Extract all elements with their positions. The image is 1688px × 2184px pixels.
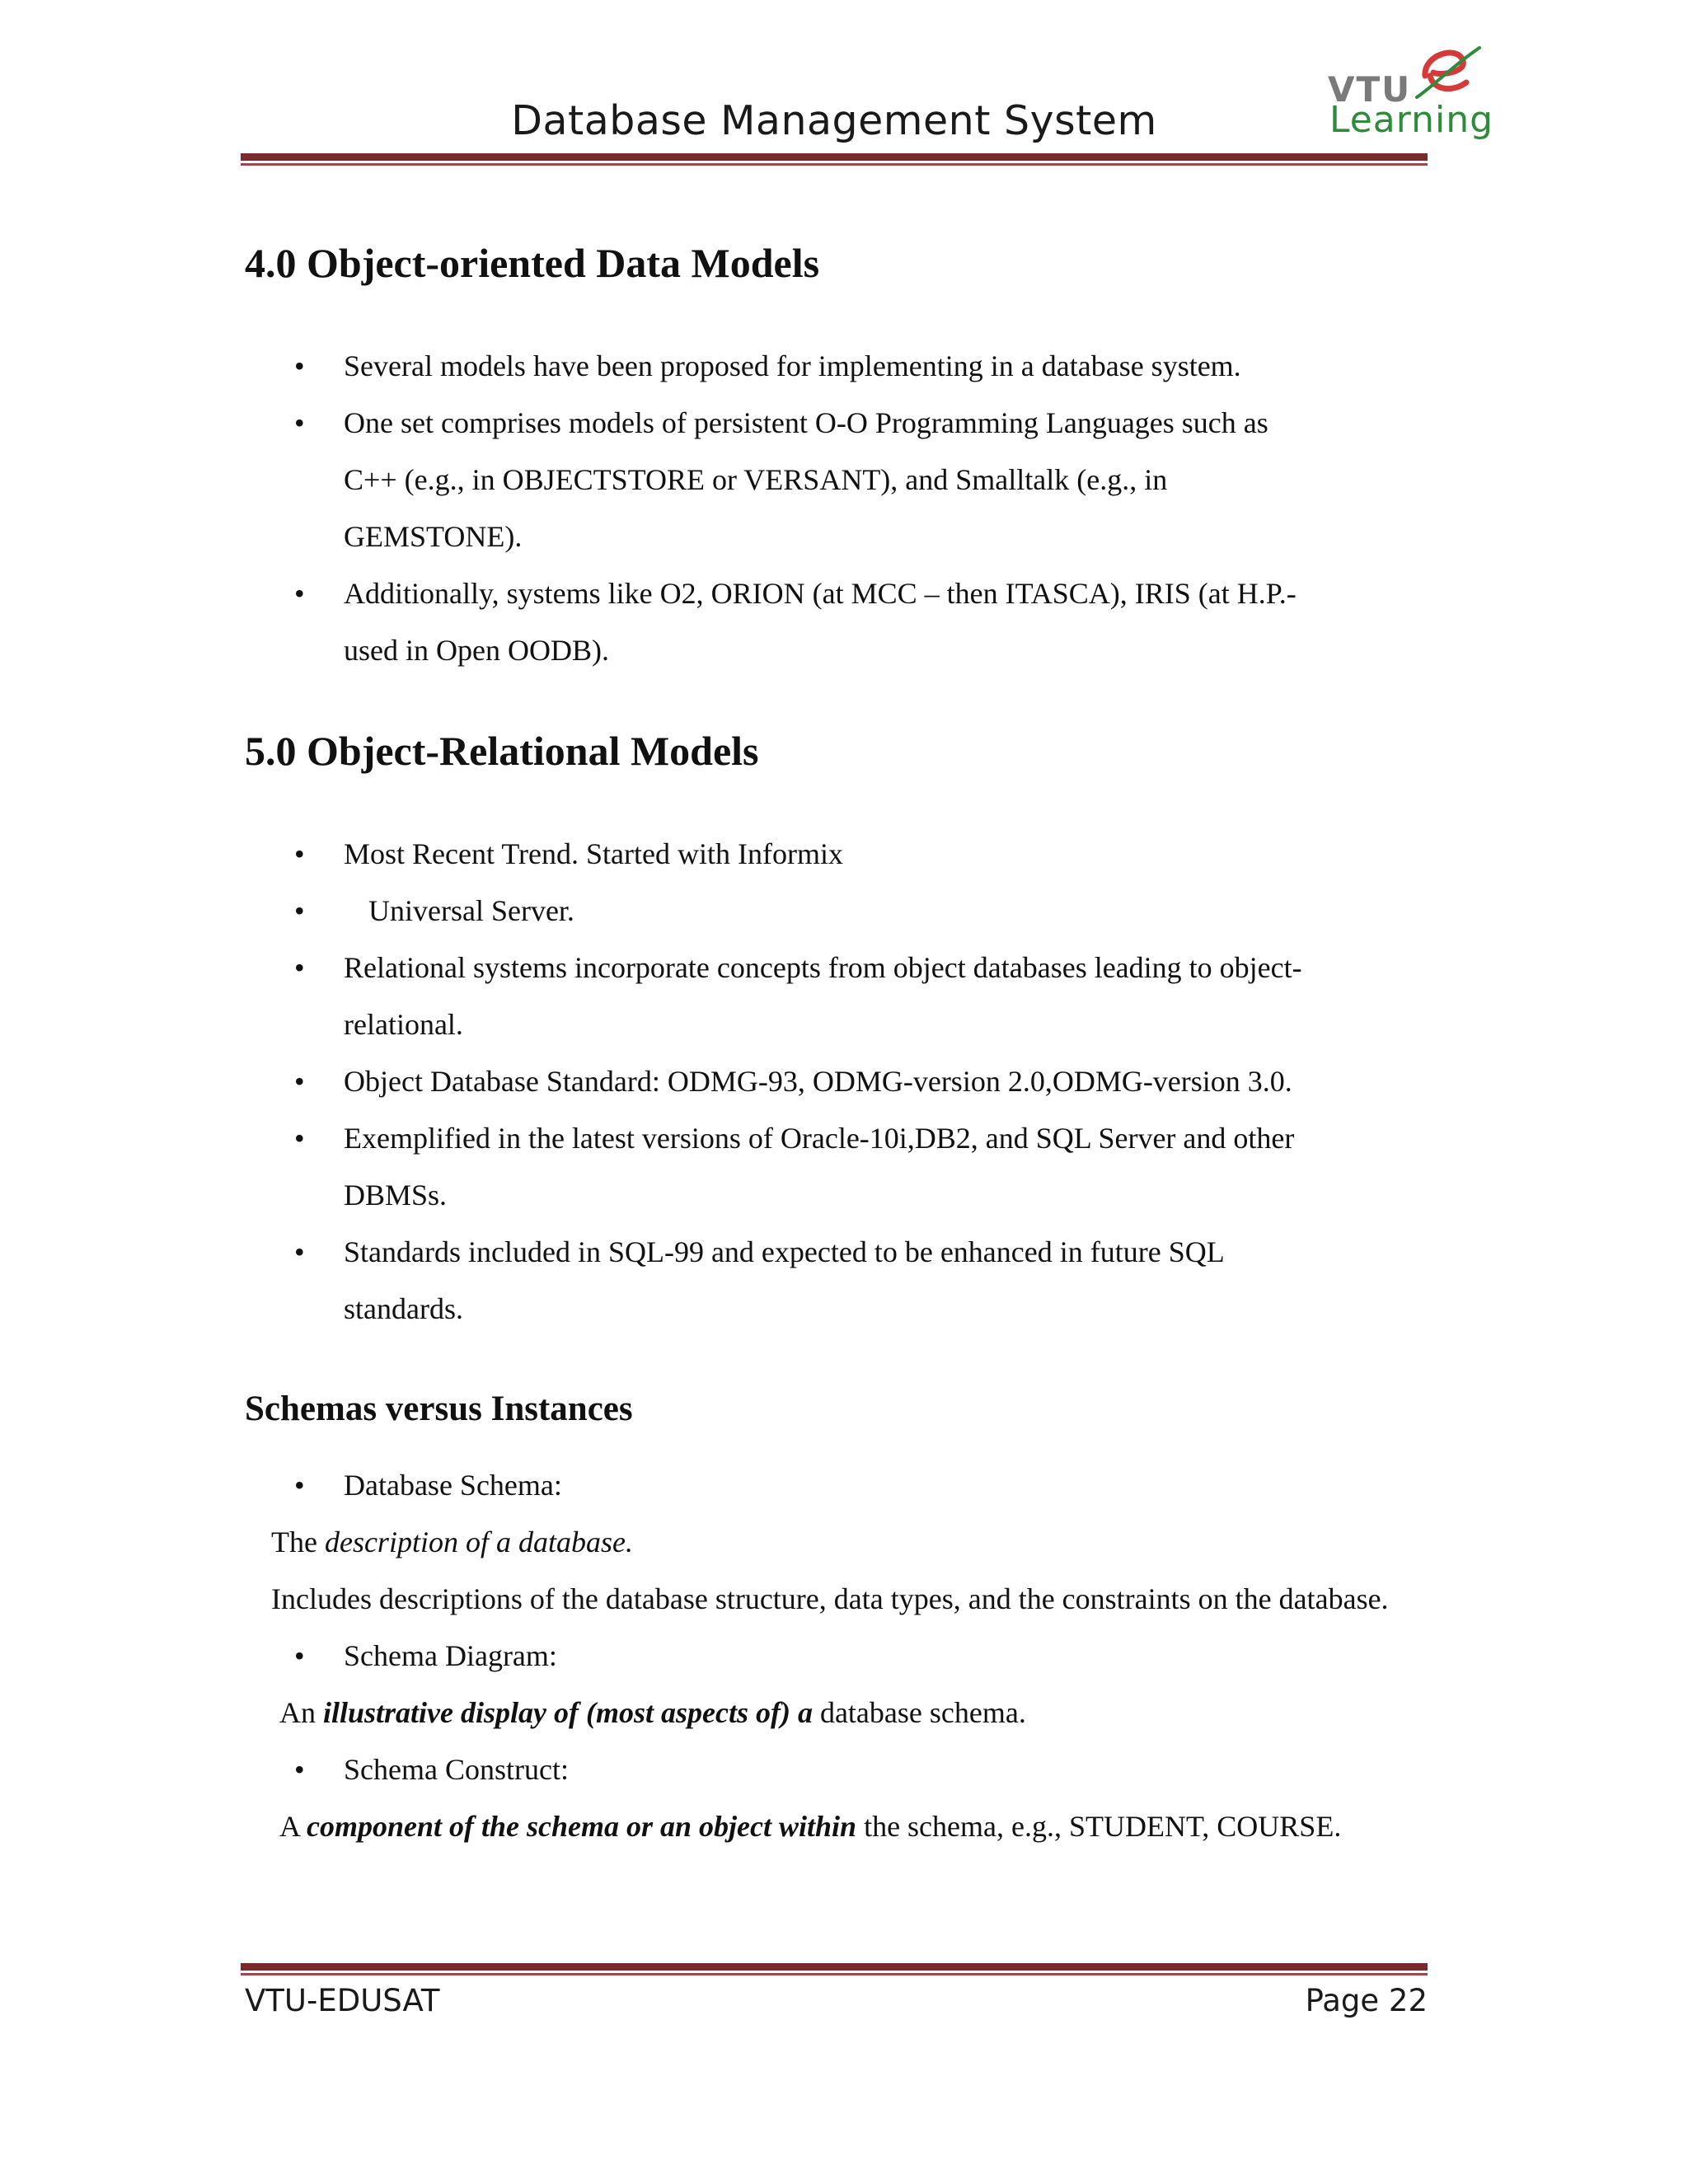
list-item-continuation: C++ (e.g., in OBJECTSTORE or VERSANT), and Smalltalk (e.g., in [344,463,1168,496]
list-item: • Schema Construct: [245,1741,1428,1798]
bullet-icon: • [294,349,305,382]
header-rule [241,153,1428,161]
list-item: • Relational systems incorporate concepts from object databases leading to object- [245,940,1428,996]
footer-rule [241,1963,1428,1971]
page-content [245,231,1428,1855]
list-item: • Additionally, systems like O2, ORION (at MCC – then ITASCA), IRIS (at H.P.- [245,565,1428,622]
schema-bullet-1 [245,1457,1428,1514]
bullet-icon: • [294,951,305,984]
logo-learning-text: Learning [1329,99,1494,141]
schema-bullet-3 [245,1741,1428,1798]
bullet-icon: • [294,894,305,927]
list-item: • Standards included in SQL-99 and expected to be enhanced in future SQL [245,1224,1428,1281]
list-item-continuation: GEMSTONE). [344,520,523,553]
bullet-icon: • [294,1122,305,1155]
or-bullet-list [245,826,1428,1338]
footer-left-text: VTU-EDUSAT [245,1983,440,2018]
header-rule-thin [241,163,1428,166]
list-item: • Object Database Standard: ODMG-93, ODMG-version 2.0,ODMG-version 3.0. [245,1053,1428,1110]
schema-diagram-definition: An illustrative display of (most aspects of) a database schema. [279,1696,1026,1729]
bullet-icon: • [294,1065,305,1098]
section-heading-schemas: Schemas versus Instances [245,1390,633,1428]
bullet-icon: • [294,1753,305,1786]
schema-bullet-2 [245,1628,1428,1685]
page-number: Page 22 [1305,1983,1428,2018]
vtu-e-learning-logo [1323,40,1494,147]
bullet-icon: • [294,837,305,870]
logo-e-icon [1415,40,1481,105]
list-item: • Exemplified in the latest versions of Oracle-10i,DB2, and SQL Server and other [245,1110,1428,1167]
list-item-continuation: relational. [344,1008,463,1041]
list-item: • Most Recent Trend. Started with Informix [245,826,1428,883]
footer-rule-thin [241,1973,1428,1975]
list-item: • One set comprises models of persistent O-O Programming Languages such as [245,395,1428,452]
bullet-icon: • [294,1235,305,1268]
list-item: • Database Schema: [245,1457,1428,1514]
bullet-icon: • [294,1639,305,1672]
list-item: • Universal Server. [245,883,1428,940]
list-item-continuation: standards. [344,1292,463,1325]
list-item-continuation: used in Open OODB). [344,634,609,667]
bullet-icon: • [294,577,305,610]
list-item: • Several models have been proposed for implementing in a database system. [245,338,1428,395]
logo-vtu-text: VTU [1328,69,1412,110]
db-schema-definition: The description of a database. [271,1526,633,1558]
db-schema-description: Includes descriptions of the database structure, data types, and the constraints on the database. [271,1582,1389,1615]
list-item: • Schema Diagram: [245,1628,1428,1685]
header-title: Database Management System [511,97,1157,144]
bullet-icon: • [294,406,305,439]
oo-bullet-list [245,338,1428,679]
bullet-icon: • [294,1469,305,1502]
section-heading-or: 5.0 Object-Relational Models [245,728,759,774]
schema-construct-definition: A component of the schema or an object within the schema, e.g., STUDENT, COURSE. [279,1810,1342,1843]
list-item-continuation: DBMSs. [344,1179,448,1212]
section-heading-oo: 4.0 Object-oriented Data Models [245,240,820,286]
